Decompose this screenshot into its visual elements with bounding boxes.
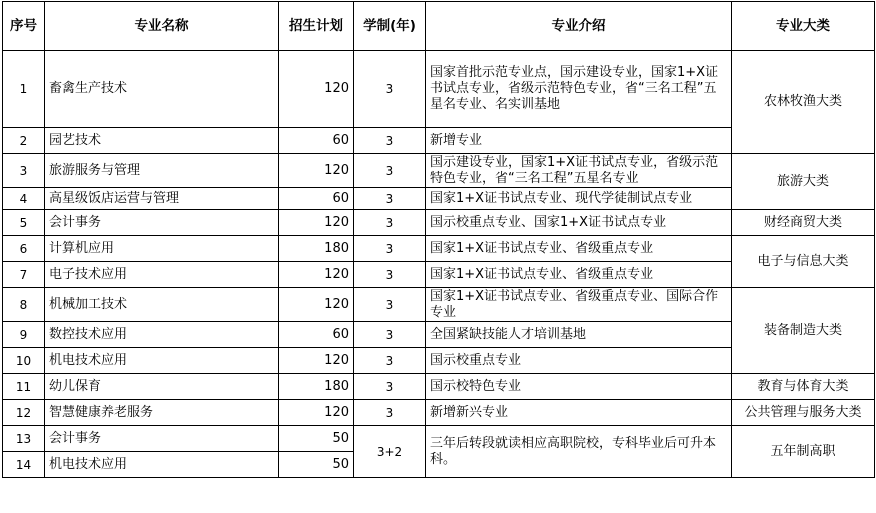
- row-seq: 3: [3, 154, 45, 188]
- row-intro: 国示校特色专业: [426, 374, 732, 400]
- table-row: [3, 288, 875, 322]
- row-seq: 2: [3, 128, 45, 154]
- row-seq: 5: [3, 210, 45, 236]
- row-plan: 120: [279, 348, 354, 374]
- row-name: 幼儿保育: [45, 374, 279, 400]
- row-years: 3: [354, 374, 426, 400]
- table-row: [3, 210, 875, 236]
- row-seq: 11: [3, 374, 45, 400]
- table-row: [3, 236, 875, 262]
- row-intro: 全国紧缺技能人才培训基地: [426, 322, 732, 348]
- category-cell: 财经商贸大类: [732, 210, 875, 236]
- row-intro: 国示校重点专业: [426, 348, 732, 374]
- row-plan: 120: [279, 288, 354, 322]
- row-intro: 国家1+X证书试点专业、现代学徒制试点专业: [426, 188, 732, 210]
- table-row: [3, 400, 875, 426]
- row-intro: 国家1+X证书试点专业、省级重点专业、国际合作专业: [426, 288, 732, 322]
- row-plan: 120: [279, 400, 354, 426]
- row-name: 电子技术应用: [45, 262, 279, 288]
- row-years: 3: [354, 51, 426, 128]
- row-seq: 8: [3, 288, 45, 322]
- header-seq: 序号: [3, 2, 45, 51]
- header-years: 学制(年): [354, 2, 426, 51]
- row-years: 3: [354, 400, 426, 426]
- row-intro: 国家1+X证书试点专业、省级重点专业: [426, 262, 732, 288]
- row-years: 3+2: [354, 426, 426, 478]
- category-cell: 公共管理与服务大类: [732, 400, 875, 426]
- row-plan: 120: [279, 51, 354, 128]
- row-plan: 50: [279, 452, 354, 478]
- row-years: 3: [354, 262, 426, 288]
- category-cell: 旅游大类: [732, 154, 875, 210]
- category-cell: 电子与信息大类: [732, 236, 875, 288]
- row-years: 3: [354, 210, 426, 236]
- row-intro: 国家首批示范专业点，国示建设专业，国家1+X证书试点专业，省级示范特色专业，省“三名工程”五星名专业、名实训基地: [426, 51, 732, 128]
- row-name: 机械加工技术: [45, 288, 279, 322]
- row-plan: 180: [279, 236, 354, 262]
- row-seq: 10: [3, 348, 45, 374]
- row-intro: 新增专业: [426, 128, 732, 154]
- row-plan: 60: [279, 128, 354, 154]
- category-cell: 农林牧渔大类: [732, 51, 875, 154]
- row-plan: 120: [279, 210, 354, 236]
- header-name: 专业名称: [45, 2, 279, 51]
- row-name: 计算机应用: [45, 236, 279, 262]
- row-seq: 1: [3, 51, 45, 128]
- table-row: [3, 374, 875, 400]
- category-cell: 教育与体育大类: [732, 374, 875, 400]
- row-seq: 7: [3, 262, 45, 288]
- row-years: 3: [354, 236, 426, 262]
- header-row: [3, 2, 875, 51]
- row-name: 数控技术应用: [45, 322, 279, 348]
- row-intro: 三年后转段就读相应高职院校，专科毕业后可升本科。: [426, 426, 732, 478]
- header-intro: 专业介绍: [426, 2, 732, 51]
- row-seq: 12: [3, 400, 45, 426]
- row-years: 3: [354, 154, 426, 188]
- row-name: 智慧健康养老服务: [45, 400, 279, 426]
- row-seq: 9: [3, 322, 45, 348]
- row-seq: 6: [3, 236, 45, 262]
- row-name: 高星级饭店运营与管理: [45, 188, 279, 210]
- row-plan: 60: [279, 322, 354, 348]
- row-plan: 50: [279, 426, 354, 452]
- category-cell: 五年制高职: [732, 426, 875, 478]
- row-intro: 国示校重点专业、国家1+X证书试点专业: [426, 210, 732, 236]
- row-years: 3: [354, 288, 426, 322]
- header-plan: 招生计划: [279, 2, 354, 51]
- row-name: 园艺技术: [45, 128, 279, 154]
- table-row: [3, 426, 875, 452]
- category-cell: 装备制造大类: [732, 288, 875, 374]
- row-name: 机电技术应用: [45, 348, 279, 374]
- row-plan: 120: [279, 262, 354, 288]
- header-category: 专业大类: [732, 2, 875, 51]
- row-seq: 4: [3, 188, 45, 210]
- row-seq: 14: [3, 452, 45, 478]
- row-seq: 13: [3, 426, 45, 452]
- row-intro: 新增新兴专业: [426, 400, 732, 426]
- majors-table: [2, 1, 875, 478]
- row-plan: 120: [279, 154, 354, 188]
- row-intro: 国示建设专业，国家1+X证书试点专业，省级示范特色专业，省“三名工程”五星名专业: [426, 154, 732, 188]
- table-row: [3, 51, 875, 128]
- row-intro: 国家1+X证书试点专业、省级重点专业: [426, 236, 732, 262]
- row-years: 3: [354, 128, 426, 154]
- row-name: 畜禽生产技术: [45, 51, 279, 128]
- row-years: 3: [354, 348, 426, 374]
- row-name: 旅游服务与管理: [45, 154, 279, 188]
- row-plan: 180: [279, 374, 354, 400]
- table-row: [3, 154, 875, 188]
- row-name: 机电技术应用: [45, 452, 279, 478]
- row-plan: 60: [279, 188, 354, 210]
- row-years: 3: [354, 322, 426, 348]
- row-name: 会计事务: [45, 210, 279, 236]
- row-name: 会计事务: [45, 426, 279, 452]
- row-years: 3: [354, 188, 426, 210]
